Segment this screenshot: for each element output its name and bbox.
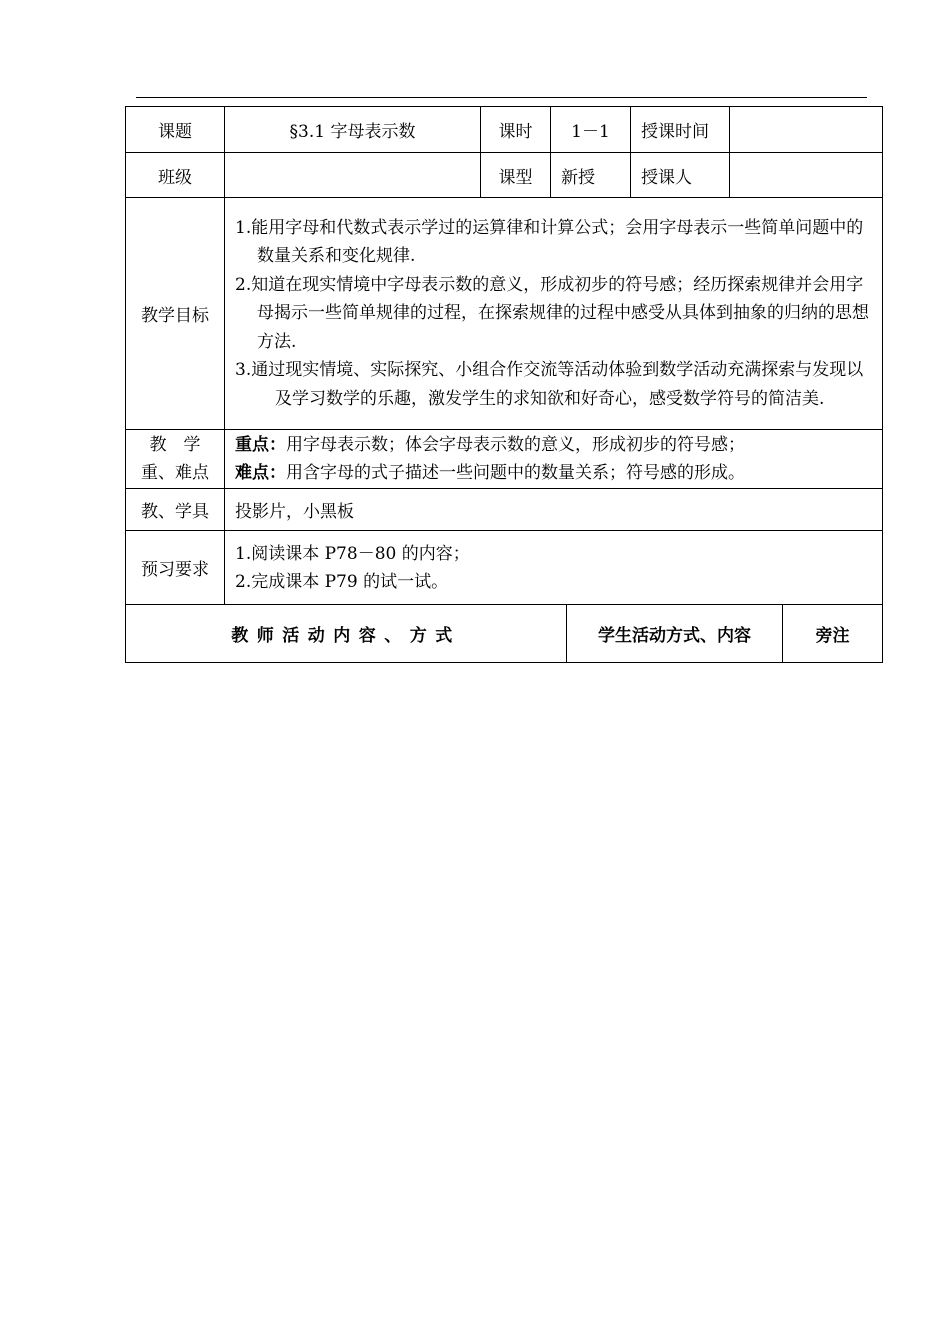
focus-line [235,431,872,459]
notes-header: 旁注 [783,605,883,663]
objectives-label: 教学目标 [126,198,225,430]
difficulty-label: 难点： [235,463,286,483]
preview-row [126,531,883,605]
type-value: 新授 [551,153,631,198]
class-label: 班级 [126,153,225,198]
difficulty-text: 用含字母的式子描述一些问题中的数量关系；符号感的形成。 [286,463,745,483]
class-row [126,153,883,198]
objective-item: 2.知道在现实情境中字母表示数的意义，形成初步的符号感；经历探索规律并会用字母揭示一些简单规律的过程，在探索规律的过程中感受从具体到抽象的归纳的思想方法. [235,274,869,352]
teacher-value [730,153,883,198]
objectives-row [126,198,883,430]
key-points-label [126,430,225,489]
student-activity-header: 学生活动方式、内容 [567,605,783,663]
activity-header-row [126,605,883,663]
hours-value: 1－1 [551,107,631,153]
tools-row [126,489,883,531]
key-points-content [225,430,883,489]
time-value [730,107,883,153]
preview-list [225,531,883,605]
objectives-list [225,198,883,430]
key-points-label-line2: 重、难点 [141,463,209,483]
preview-label: 预习要求 [126,531,225,605]
key-points-label-line1: 教 学 [149,435,201,455]
focus-text: 用字母表示数；体会字母表示数的意义，形成初步的符号感； [286,435,745,455]
teacher-label: 授课人 [631,153,730,198]
tools-label: 教、学具 [126,489,225,531]
topic-row [126,107,883,153]
lesson-info-table [125,106,883,605]
type-label: 课型 [481,153,551,198]
teacher-activity-header: 教师活动内容、方式 [126,605,567,663]
class-value [225,153,481,198]
objective-item: 1.能用字母和代数式表示学过的运算律和计算公式；会用字母表示一些简单问题中的数量关系和变化规律. [235,217,864,267]
difficulty-line [235,459,872,487]
objective-item: 3.通过现实情境、实际探究、小组合作交流等活动体验到数学活动充满探索与发现以及学习数学的乐趣，激发学生的求知欲和好奇心，感受数学符号的简洁美. [235,360,864,409]
focus-label: 重点： [235,435,286,455]
time-label: 授课时间 [631,107,730,153]
hours-label: 课时 [481,107,551,153]
tools-value: 投影片，小黑板 [225,489,883,531]
header-rule [136,97,867,98]
activity-header-table [125,604,883,663]
preview-item: 1.阅读课本 P78－80 的内容； [235,543,470,564]
preview-item: 2.完成课本 P79 的试一试。 [235,571,449,592]
topic-label: 课题 [126,107,225,153]
topic-value: §3.1 字母表示数 [225,107,481,153]
key-points-row [126,430,883,489]
